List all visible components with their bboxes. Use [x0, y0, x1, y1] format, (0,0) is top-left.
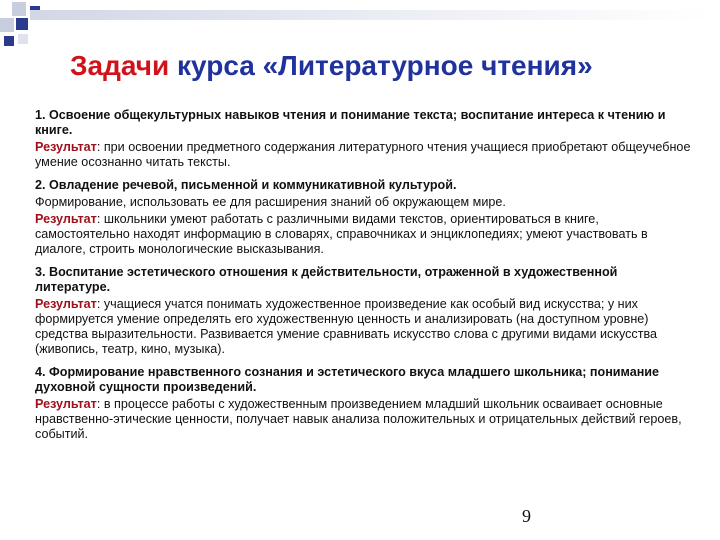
deco-square-6: [18, 34, 28, 44]
result-text: : школьники умеют работать с различными видами текстов, ориентироваться в книге, самостоятельно находят информацию в словарях, справочниках и энциклопедиях; умеют участвовать в диалоге, строить монологические высказывания.: [35, 212, 648, 256]
result-text: : учащиеся учатся понимать художественное произведение как особый вид искусства; у них формируется умение определять его художественную ценность и анализировать (на доступном уровне) средства выразительности. Развивается умение сравнивать искусство слова с другими видами искусства (живопись, театр, кино, музыка).: [35, 297, 658, 356]
slide-content: [35, 108, 695, 450]
deco-square-3: [16, 18, 28, 30]
task-result: [35, 140, 695, 170]
task-heading: 3. Воспитание эстетического отношения к действительности, отраженной в художественной литературе.: [35, 265, 618, 294]
result-label: Результат: [35, 140, 97, 154]
task-result: [35, 297, 695, 357]
task-extra: Формирование, использовать ее для расширения знаний об окружающем мире.: [35, 195, 506, 209]
task-block-3: [35, 265, 695, 357]
result-text: : при освоении предметного содержания литературного чтения учащиеся приобретают общеучебное умение осознанно читать тексты.: [35, 140, 691, 169]
task-block-4: [35, 365, 695, 442]
header-gradient-bar: [30, 10, 710, 20]
title-blue-part: курса «Литературное чтения»: [169, 50, 593, 81]
result-text: : в процессе работы с художественным произведением младший школьник осваивает основные нравственно-этические ценности, получает навык анализа положительных и отрицательных действий героев, событий.: [35, 397, 682, 441]
task-result: [35, 397, 695, 442]
result-label: Результат: [35, 212, 97, 226]
title-red-part: Задачи: [70, 50, 170, 81]
task-block-1: [35, 108, 695, 170]
page-number: 9: [522, 506, 531, 526]
task-heading: 1. Освоение общекультурных навыков чтения и понимание текста; воспитание интереса к чтению и книге.: [35, 108, 666, 137]
deco-square-5: [4, 36, 14, 46]
deco-square-1: [12, 2, 26, 16]
result-label: Результат: [35, 397, 97, 411]
deco-square-2: [0, 18, 14, 32]
task-heading: 2. Овладение речевой, письменной и коммуникативной культурой.: [35, 178, 457, 192]
slide-title: [70, 50, 690, 82]
result-label: Результат: [35, 297, 97, 311]
task-block-2: [35, 178, 695, 257]
task-result: [35, 212, 695, 257]
task-heading: 4. Формирование нравственного сознания и эстетического вкуса младшего школьника; понимание духовной сущности произведений.: [35, 365, 660, 394]
